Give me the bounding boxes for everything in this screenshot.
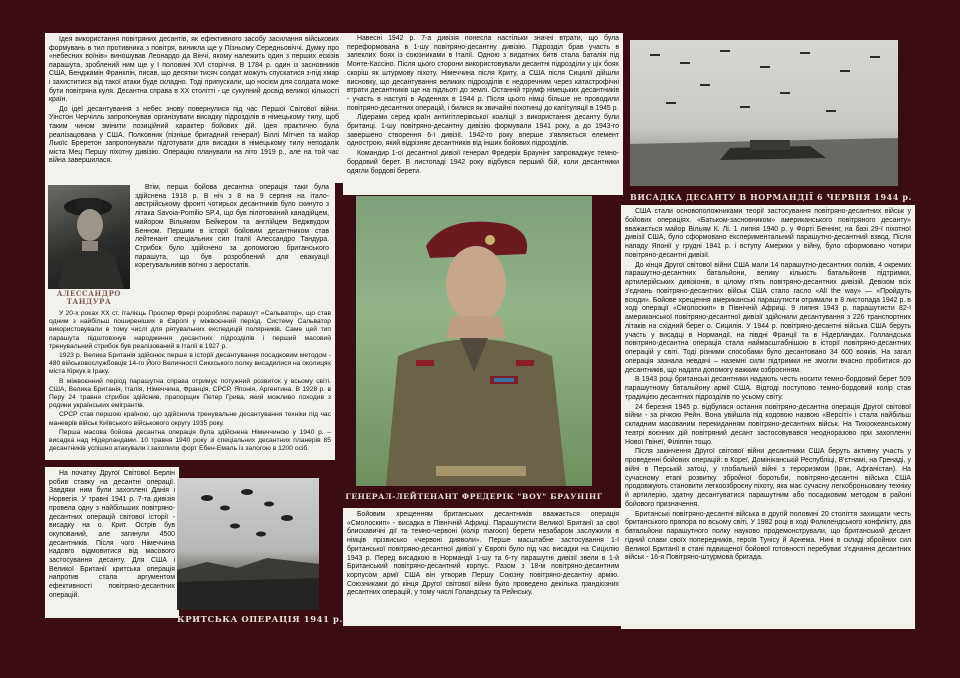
aircraft-formation-icon — [630, 40, 898, 186]
middle-top-text-box — [343, 33, 623, 195]
general-portrait-icon — [356, 196, 592, 486]
eben-emael-paragraph: Перша масова бойова десантна операція була здійснена Німеччиною у 1940 р. – висадка над Нідерландами. 10 травня 1940 року зі спеціальних десантних планерів 85 десантників успішно атакували і захопили форт Ебен-Емаль із залогою в 1200 осіб. — [49, 428, 331, 453]
tandura-photo — [48, 185, 130, 289]
history-text-box — [45, 182, 335, 460]
british-leaders-paragraph: Лідерами серед країн антигітлерівської коаліції з використання десанту були британці. 1-шу повітряно-десантну дивізію формували 1941 року, а до 1943-го завершено створення 6-ї дивізії. 1942-го року вперше з'являється елемент однострою, який відрізняє десантників від інших бойових підрозділів. — [347, 114, 619, 148]
intro-paragraph-2: До ідеї десантування з небес знову повернулися під час Першої Світової війни. Уінстон Черчілль запропонував організувати висадку підрозділів в німецькому тилу, щоб таким чином змінити позиційний характер бойових дій. Ідея практично була реалізацована у США. Полковник (пізніше бригадний генерал) Біллі Мітчел та майор Льюїс Бреретон запропонували підготувати для висадки в німецькому тилу неподалік міста Мец Першу піхотну дивізію. Операцію планували на літо 1919 р., але на той час війна завершилася. — [49, 105, 339, 165]
crete-paragraph: На початку Другої Світової Берлін робив ставку на десантні операції. Завдяки ним були захоплені Данія і Норвегія. У травні 1941 р. 7-та дивізія провела одну з найбільших повітряно-десантних операцій світової історії - висадку на о. Крит. Острів був окупований, але загинули 4500 десантників. Після чого Німеччина надовго відмовитися від масового застосування десанту. Для США і Великої Британії критська операція напротив стала аргументом ефективності повітряно-десантних операцій. — [49, 470, 175, 599]
normandy-caption: ВИСАДКА ДЕСАНТУ В НОРМАНДІЇ 6 ЧЕРВНЯ 1944 р. — [630, 192, 912, 202]
torch-operation-paragraph: Бойовим хрещенням британських десантників вважається операція «Смолоскип» - висадка в Північній Африці. Парашутисти Великої Британії за свої блискавичні дії та темно-червоні (колір maroon) берети незабаром заслужили в німців прізвисько «червоні дияволи». Перше масштабне застосування 1-ї британської повітряно-десантної дивізії у Європі було під час висадки на Сицилію 1943 р. Перед висадкою в Нормандії 1-шу та 6-ту парашутні дивізії звели в 1-й Британський повітряно-десантний корпус. Разом з 18-м повітряно-десантним корпусом армії США він утворив Першу Союзну повітряно-десантну армію. Союзниками до кінця Другої світової війни було проведено декілька грандіозних десантних операцій, у тому числі Голандську та Рейнську. — [347, 511, 619, 597]
postwar-uk-paragraph: Британські повітряно-десантні війська в другій половині 20 століття захищати честь британського прапора по всьому світі. У 1982 році в ході Фолклендського конфлікту, два батальйони парашутного полку науково продемонстрували, що британський десант гідний слави своїх попередників, героїв Тунісу й Арнема. Нині в складі збройних сил Великої Британії в стані підвищеної бойової готовності перебуває з'єднання десантних військ - 16-я Повітряно-штурмова бригада. — [625, 510, 911, 562]
509-battalion-paragraph: В 1943 році британські десантники надають честь носити темно-бордовий берет 509 парашутному батальйону армії США. Відтоді поступово темно-бордовий колір став традицією десантних підрозділів по усьому світу. — [625, 376, 911, 401]
us-founders-paragraph: США стали основоположниками теорії застосування повітряно-десантних військ у бойових операціях. «Батьком-засновником» американського повітряного десанту» вважається майор Вільям К. Лі. 1 липня 1940 р. у Форті Беннінг, на базі 29-ї піхотної дивізії США, було сформовано експериментальний парашутно-десантний взвод. Після нападу Японії у грудні 1941 р. і вступу Америки у війну, було сформовано чотири повітряно-десантні дивізії. — [625, 208, 911, 259]
us-wwii-paragraph: До кінця Другої світової війни США мали 14 парашутно-десантних полків, 4 окремих парашутно-десантних батальйони, велику кількість батальйонів підтримки, артилерійських дивізіонів, в цілому п'ять повітряно-десантних дивізій. Девізом всіх з'єднань повітряно-десантних військ США стало гасло «All the way» — «Пройдуть всюди». Бойове хрещення американські парашутисти отримали в 8 листопада 1942 р. в ході операції «Смолоскип» в Північній Африці. 9 липня 1943 р. парашутисти 82-ї американської повітряно-десантної дивізії здійснили десантування з 226 транспортних літаків на східний берег о. Сицилія. У 1944 р. повітряно-десантні війська США беруть участь у висадці в Нормандії, на півдні Франції та в Нідерландах. Голландська повітряно-десантна операція стала наймасштабнішою в історії повітряно-десантних операцій у світі. Тоді різними способами було десантовано 34 600 вояків. На загал операція зазнала невдачі – наземні сили підтримки не змогли вчасно пробитися до десантників, що надати допомогу важким озброєнням. — [625, 261, 911, 374]
middle-bottom-text-box — [343, 508, 623, 626]
maroon-beret-paragraph: Командир 1-ої десантної дивізії генерал Фредерік Браунінг запроваджує темно-бордовий берет. В листопаді 1942 року відбувся перший бій, коли десантники одягли бордові берети. — [347, 150, 619, 175]
parachutes-icon — [177, 478, 319, 610]
tandura-caption: АЛЕССАНДРО ТАНДУРА — [56, 289, 122, 306]
first-operation-paragraph: Втім, перша бойова десантна операція таки була здійснена 1918 р. В ніч з 8 на 9 серпня на італо-австрійському фронті чотирьох десантників було скинуто з літака Savoia-Pomilio SP.4, що був пілотований канадійцем, майором Вільямом Бейкером та англійцем Веджвудом Бенном. Першим в історії бойовим десантником став лейтенант спеціальних сил Італії Алессандро Тандура. Стрибок було здійснено за допомогою британського парашута, що був розроблений для евакуації корегувальників вогню з аеростатів. — [135, 184, 329, 270]
postwar-us-paragraph: Після закінчення Другої світової війни десантники США беруть активну участь у проведенні бойових операцій: в Кореї, Домініканській Республіці, В'єтнамі, на Гренаді, у війні в Перській затоці, у глобальній війні з тероризмом (Ірак, Афганістан). На сучасному етапі розвитку збройної боротьби, повітряно-десантні війська США продовжують становити легкоозброєну піхоту, яка має сучасну легкоброньовану техніку й артилерію, здатну десантуватися парашутним або посадковим методом в районі бойового призначення. — [625, 448, 911, 508]
browning-portrait — [356, 196, 592, 486]
normandy-photo — [630, 40, 898, 186]
crete-photo — [177, 478, 319, 610]
interwar-paragraph: В міжвоєнний період парашутна справа отримує потужний розвиток у всьому світі. США, Велика Британія, Італія, Німеччина, Франція, СРСР, Японія, Аргентина. В 1928 р. в Перу 24 травня стрибок здійснив, прапорщик Петер Грива, який можливо походив з родини українських емігрантів. — [49, 377, 331, 410]
right-text-box — [621, 205, 915, 629]
soldier-portrait-icon — [48, 185, 130, 289]
intro-paragraph-1: Ідея використання повітряних десантів, як ефективного засобу засилання військових формувань в тил противника з повітря, виникла ще у Пізньому Середньовіччі. Думку про «небесних воїнів» виношував Леонардо да Вінчі, якому належить один з перших ескізів парашута, зроблений ним ще у I половині XVI сторіччя. В 1784 р. один із засновників США, Бенджамін Франклін, писав, що десятки тисяч солдат можуть спускатися з-під хмар і захиститися від такої атаки буде складно. Тоді припускали, що носієм для солдата може бути повітряна куля. Десантна справа в ХХ столітті - це сукупний досвід великої кількості країн. — [49, 36, 339, 104]
german-divisions-paragraph: Навесні 1942 р. 7-а дивізія понесла настільки значні втрати, що була переформована в 1-шу повітряно-десантну дивізію. Підрозділ брав участь в запеклих боях із союзниками в Італії. Одною з видатних битв стала баталія під Монте-Кассіно. Після цього сторони використовували десантні підрозділи у ціх боях скоріш як штурмову піхоту. Німеччина після Криту, а США після Сицилії дійшли висновку, що десантування великих підрозділів є недоречним через катастрофічні втрати десантників ще на підльоті до землі. Останній тріумф німецьких десантників - участь в наступі в Арденнах в 1944 р. Після цього німці більше не проводили повітряно-десантних операцій, і билися як звичайні піхотинці до капітуляції в 1945 р. — [347, 35, 619, 112]
intro-text-box — [45, 33, 343, 183]
kirkuk-paragraph: 1923 р. Велика Британія здійснює перше в історії десантування посадковим методом - 480 військовослужбовців 14-го Його Величності Сикхського полку висадилися на околицях міста Кіркук в Іраку. — [49, 352, 331, 376]
salvator-paragraph: У 20-х роках ХХ ст. італієць Проспер Фрері розробляє парашут «Сальватор», що став одним з найбільш поширеніших в Європі у міжвоєнний період. Систему Сальватор використовували в тому числі для рятувальних експедицій полярників. Саме цей тип парашута підштовхнув народження десантних підрозділів і перший масовий тренувальний стрибок був реалізований в Італії в 1927 р. — [49, 310, 331, 350]
crete-text-box — [45, 467, 179, 618]
varsity-paragraph: 24 березня 1945 р. відбулася остання повітряно-десантна операція Другої світової війни - за річкою Рейн. Вона увійшла під кодовою назвою «Версіті» і стала найбільш складним масованим перекиданням повітряно-десантних військ. На Тихоокеанському театрі воєнних дій повітряний десант застосовувався неодноразово при захопленні Нової Гвінеї, Філіппін тощо. — [625, 403, 911, 446]
browning-caption: ГЕНЕРАЛ-ЛЕЙТЕНАНТ ФРЕДЕРІК "BOY" БРАУНІНГ — [345, 492, 603, 501]
crete-caption: КРИТСЬКА ОПЕРАЦІЯ 1941 р. — [177, 614, 344, 624]
ussr-paragraph: СРСР став першою країною, що здійснила тренувальне десантування техніки під час маневрів військ Київського військового округу 1935 року. — [49, 411, 331, 427]
